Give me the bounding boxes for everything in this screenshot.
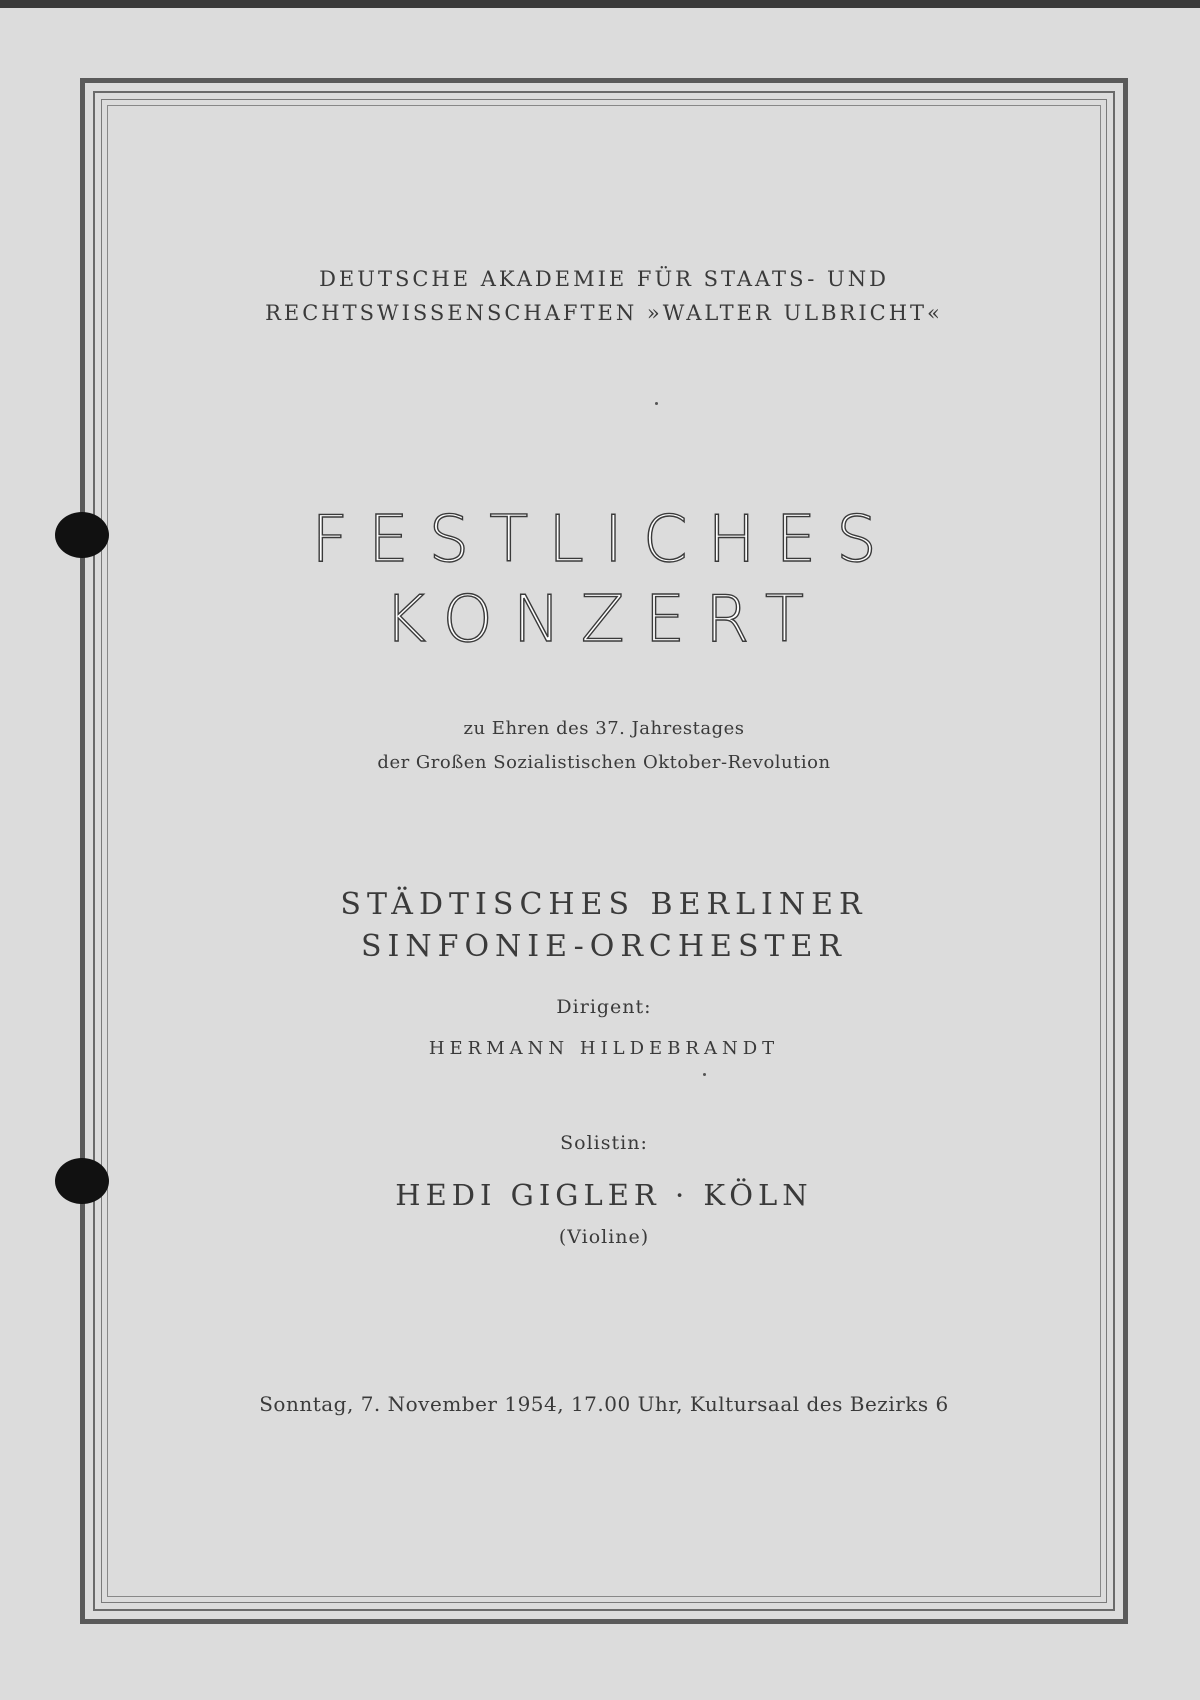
event-details: Sonntag, 7. November 1954, 17.00 Uhr, Kultursaal des Bezirks 6 <box>259 1392 949 1416</box>
conductor-label: Dirigent: <box>556 996 652 1018</box>
soloist-instrument: (Violine) <box>558 1226 650 1248</box>
dedication <box>80 712 1128 780</box>
academy-heading <box>80 262 1128 330</box>
dedication-line-1: zu Ehren des 37. Jahrestages <box>463 718 745 739</box>
academy-line-2: RECHTSWISSENSCHAFTEN »WALTER ULBRICHT« <box>265 301 943 325</box>
soloist-name: HEDI GIGLER · KÖLN <box>395 1178 813 1212</box>
title-line-2: KONZERT <box>384 583 824 657</box>
conductor-name: HERMANN HILDEBRANDT <box>428 1038 780 1059</box>
soloist-label: Solistin: <box>560 1132 648 1154</box>
orchestra-line-1: STÄDTISCHES BERLINER <box>340 887 868 922</box>
dedication-line-2: der Großen Sozialistischen Oktober-Revolution <box>377 752 831 773</box>
title-line-1: FESTLICHES <box>311 503 897 577</box>
orchestra-name <box>80 884 1128 968</box>
scan-top-edge <box>0 0 1200 8</box>
academy-line-1: DEUTSCHE AKADEMIE FÜR STAATS- UND <box>319 267 889 291</box>
orchestra-line-2: SINFONIE-ORCHESTER <box>360 929 847 964</box>
concert-title <box>80 500 1128 660</box>
